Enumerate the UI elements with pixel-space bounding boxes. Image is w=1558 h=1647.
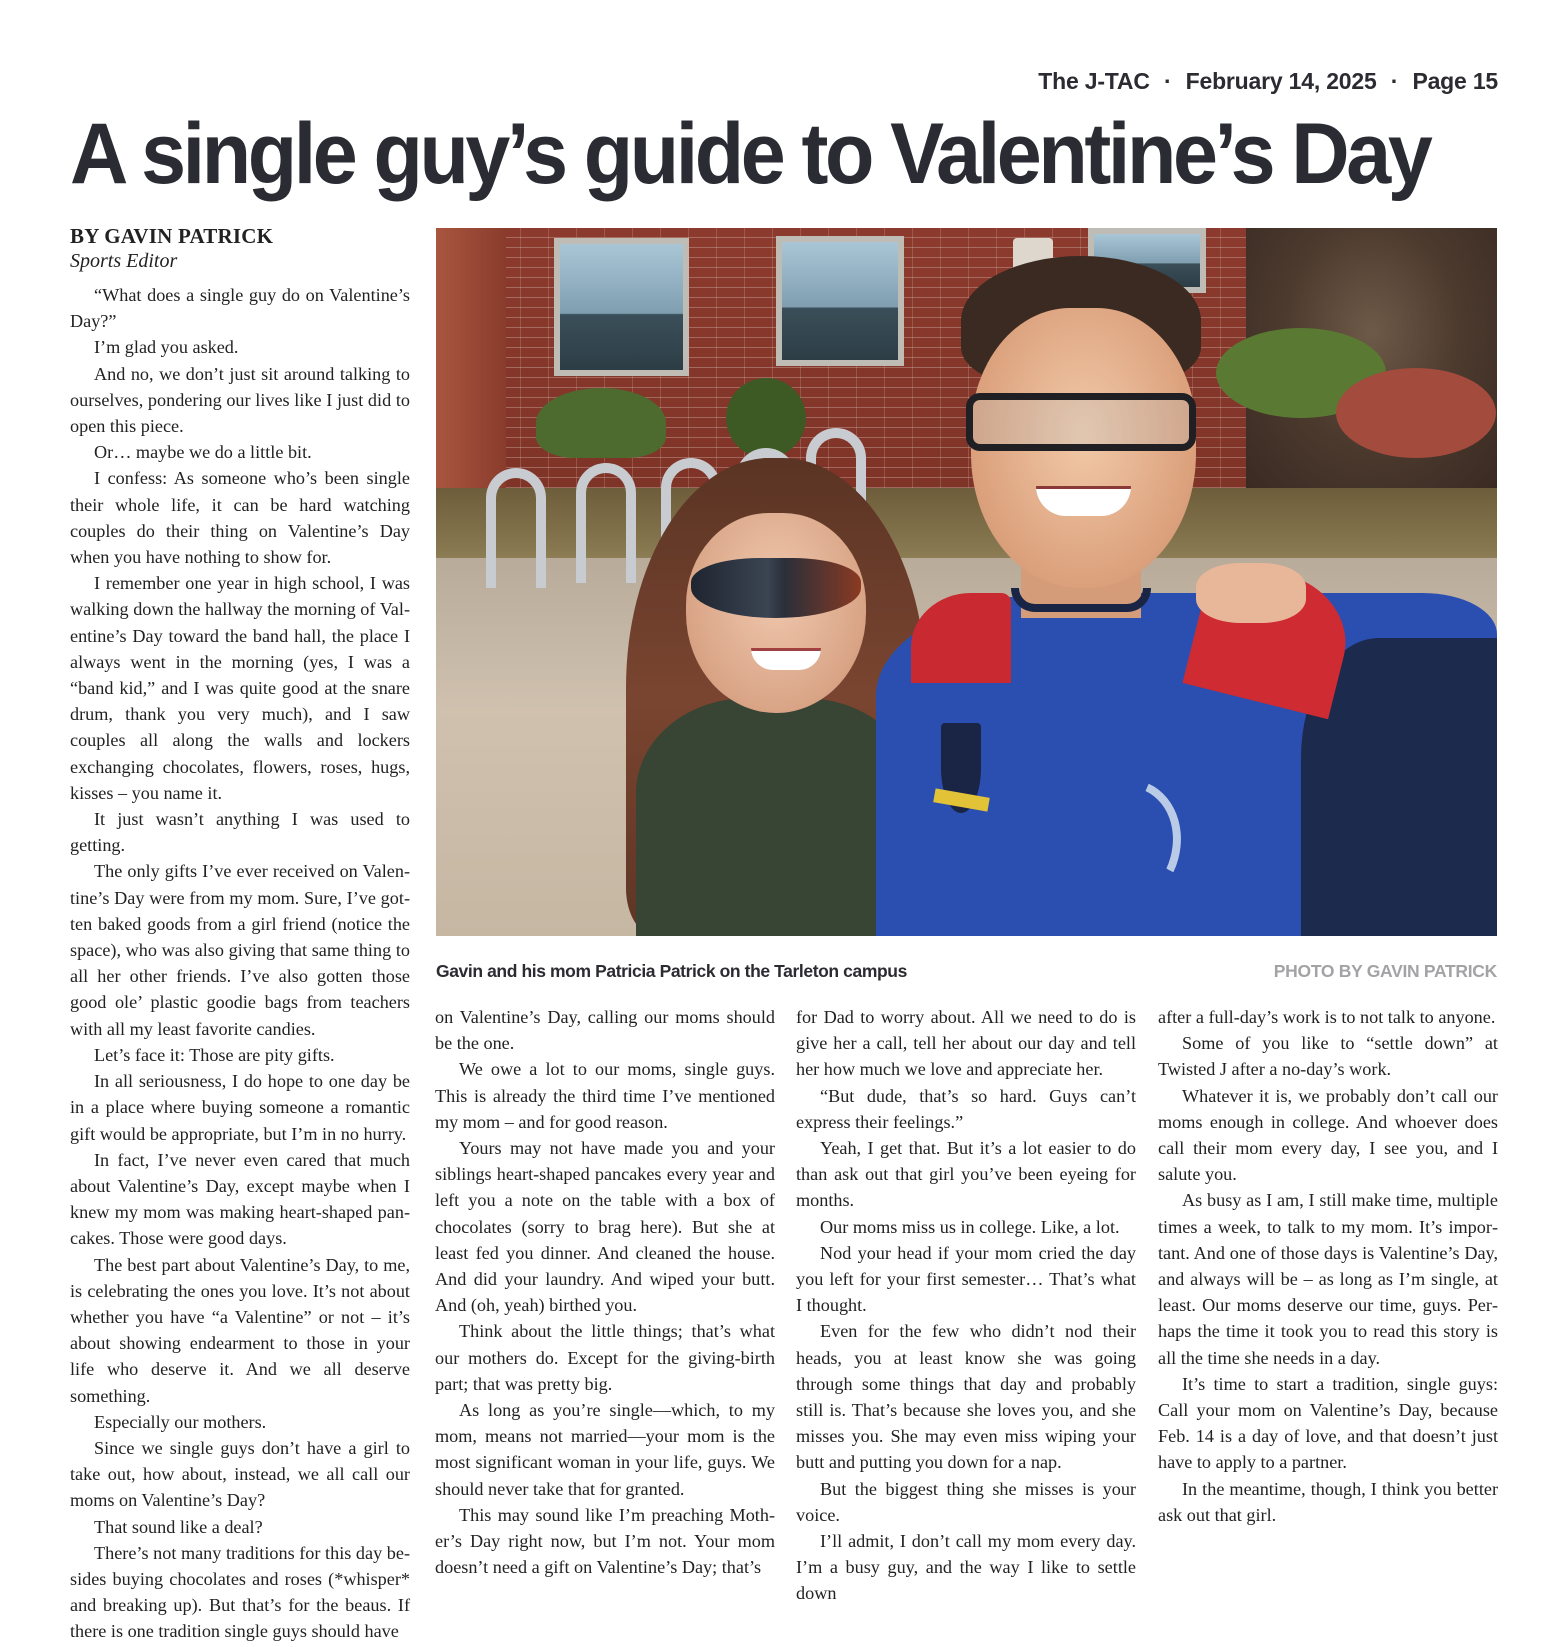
continued-paragraph: after a full-day’s work is to not talk to anyone. <box>1158 1007 1496 1027</box>
paragraph: I confess: As someone who’s been single their whole life, it can be hard watching couples do their thing on Valentine’s Day when you have nothing to show for. <box>70 468 410 568</box>
paragraph: I’ll admit, I don’t call my mom every day. I’m a busy guy, and the way I like to settle down <box>796 1531 1136 1604</box>
paragraph: That sound like a deal? <box>94 1516 263 1537</box>
woman-smile <box>751 648 821 670</box>
article-column-1 <box>70 282 410 1645</box>
article-headline: A single guy’s guide to Valentine’s Day <box>70 106 1430 202</box>
bike-rack-loop <box>576 463 636 583</box>
byline: BY GAVIN PATRICK <box>70 224 274 248</box>
photo-caption: Gavin and his mom Patricia Patrick on the Tarleton campus <box>436 961 907 981</box>
paragraph: Or… maybe we do a little bit. <box>94 442 312 463</box>
paragraph: It’s time to start a tradition, single guys: Call your mom on Valentine’s Day, because Feb. 14 is a day of love, and that doesn’t just have to apply to a partner. <box>1158 1373 1498 1473</box>
paragraph: In the meantime, though, I think you better ask out that girl. <box>1158 1478 1498 1525</box>
shrub <box>726 378 806 458</box>
paragraph: In fact, I’ve never even cared that much about Valentine’s Day, except maybe when I knew my mom was making heart-shaped pancakes. Those were good days. <box>70 1149 410 1249</box>
shrub <box>536 388 666 458</box>
red-shrub <box>1336 368 1496 458</box>
paragraph: This may sound like I’m preaching Mother’s Day right now, but I’m not. Your mom doesn’t need a gift on Valentine’s Day; that’s <box>435 1504 775 1578</box>
continued-paragraph: on Valentine’s Day, calling our moms should be the one. <box>435 1007 775 1054</box>
paragraph: Especially our mothers. <box>94 1411 267 1432</box>
paragraph: Nod your head if your mom cried the day you left for your first semester… That’s what I thought. <box>796 1242 1136 1316</box>
article-column-2 <box>435 1004 775 1580</box>
article-photo <box>436 228 1497 936</box>
shirt-collar <box>1011 588 1151 612</box>
eyeglasses <box>966 393 1196 451</box>
paragraph: Think about the little things; that’s what our mothers do. Except for the giving-birth part; that was pretty big. <box>435 1321 775 1394</box>
paragraph: Since we single guys don’t have a girl to take out, how about, instead, we all call our moms on Valentine’s Day? <box>70 1437 410 1511</box>
page-folio <box>1038 68 1498 95</box>
paragraph: In all seriousness, I do hope to one day be in a place where buying someone a romantic gift would be appropriate, but I’m in no hurry. <box>70 1071 410 1144</box>
folio-separator: · <box>1163 68 1172 94</box>
paragraph: Whatever it is, we probably don’t call our moms enough in college. And whoever does call their mom every day, I see you, and I salute you. <box>1158 1085 1498 1185</box>
paragraph: But the biggest thing she misses is your voice. <box>796 1478 1136 1525</box>
paragraph: Our moms miss us in college. Like, a lot. <box>820 1216 1120 1237</box>
paragraph: As busy as I am, I still make time, multiple times a week, to talk to my mom. It’s important. And one of those days is Valentine’s Day, and always will be – as long as I’m single, at least. Our moms deserve our time, guys. Perhaps the time it took you to read this story is all the time she needs in a day. <box>1158 1190 1498 1368</box>
sunglasses <box>691 558 861 618</box>
article-column-3 <box>796 1004 1136 1607</box>
paragraph: Some of you like to “settle down” at Twisted J after a no-day’s work. <box>1158 1033 1498 1080</box>
paragraph: It just wasn’t anything I was used to getting. <box>70 809 410 856</box>
paragraph: The only gifts I’ve ever received on Valentine’s Day were from my mom. Sure, I’ve gotten baked goods from a girl friend (notice the space), who was also giving that same thing to all her other friends. I’ve also gotten those good ole’ plastic goodie bags from teachers with all my least favorite candies. <box>70 861 410 1039</box>
bike-rack-loop <box>486 468 546 588</box>
continued-paragraph: for Dad to worry about. All we need to do is give her a call, tell her about our day and tell her how much we love and appreciate her. <box>796 1007 1136 1080</box>
issue-date: February 14, 2025 <box>1185 68 1377 94</box>
paragraph: I’m glad you asked. <box>94 337 239 358</box>
paragraph: “What does a single guy do on Valentine’s Day?” <box>70 285 410 332</box>
paragraph: As long as you’re single—which, to my mom, means not married—your mom is the most significant woman in your life, guys. We should never take that for granted. <box>435 1400 775 1499</box>
paragraph: The best part about Valentine’s Day, to me, is celebrating the ones you love. It’s not about whether you have “a Valentine” or not – it’s about showing endearment to those in your life who deserve it. And we all deserve something. <box>70 1254 410 1406</box>
hand-on-shoulder <box>1196 563 1306 623</box>
building-window <box>776 236 904 366</box>
publication-name: The J-TAC <box>1038 68 1150 94</box>
paragraph: Even for the few who didn’t nod their heads, you at least know she was going through some things that day and probably still is. That’s because she loves you, and she misses you. She may even miss wiping your butt and putting you down for a nap. <box>796 1321 1136 1473</box>
article-column-4 <box>1158 1004 1498 1528</box>
paragraph: Let’s face it: Those are pity gifts. <box>94 1044 335 1065</box>
building-window <box>554 238 689 376</box>
woman-jacket <box>636 698 916 936</box>
paragraph: And no, we don’t just sit around talking to ourselves, pondering our lives like I just did to open this piece. <box>70 363 410 437</box>
photo-credit: PHOTO BY GAVIN PATRICK <box>1273 961 1497 981</box>
paragraph: Yeah, I get that. But it’s a lot easier to do than ask out that girl you’ve been eyeing for months. <box>796 1138 1136 1211</box>
paragraph: “But dude, that’s so hard. Guys can’t express their feelings.” <box>796 1085 1136 1132</box>
paragraph: There’s not many traditions for this day besides buying chocolates and roses (*whisper* and breaking up). But that’s for the beaus. If there is one tradition single guys should have <box>70 1542 410 1642</box>
author-role: Sports Editor <box>70 250 178 272</box>
man-smile <box>1036 486 1131 516</box>
paragraph: Yours may not have made you and your siblings heart-shaped pancakes every year and left you a note on the table with a box of chocolates (sorry to brag here). But she at least fed you dinner. And cleaned the house. And did your laundry. And wiped your butt. And (oh, yeah) birthed you. <box>435 1138 775 1316</box>
paragraph: We owe a lot to our moms, single guys. This is already the third time I’ve mentioned my mom – and for good reason. <box>435 1059 775 1132</box>
folio-separator: · <box>1390 68 1399 94</box>
paragraph: I remember one year in high school, I was walking down the hallway the morning of Valentine’s Day toward the band hall, the place I always went in the morning (yes, I was a “band kid,” and I was quite good at the snare drum, thank you very much), and I saw couples all along the walls and lockers exchanging chocolates, flowers, roses, hugs, kisses – you name it. <box>70 573 410 803</box>
page-number: Page 15 <box>1412 68 1498 94</box>
